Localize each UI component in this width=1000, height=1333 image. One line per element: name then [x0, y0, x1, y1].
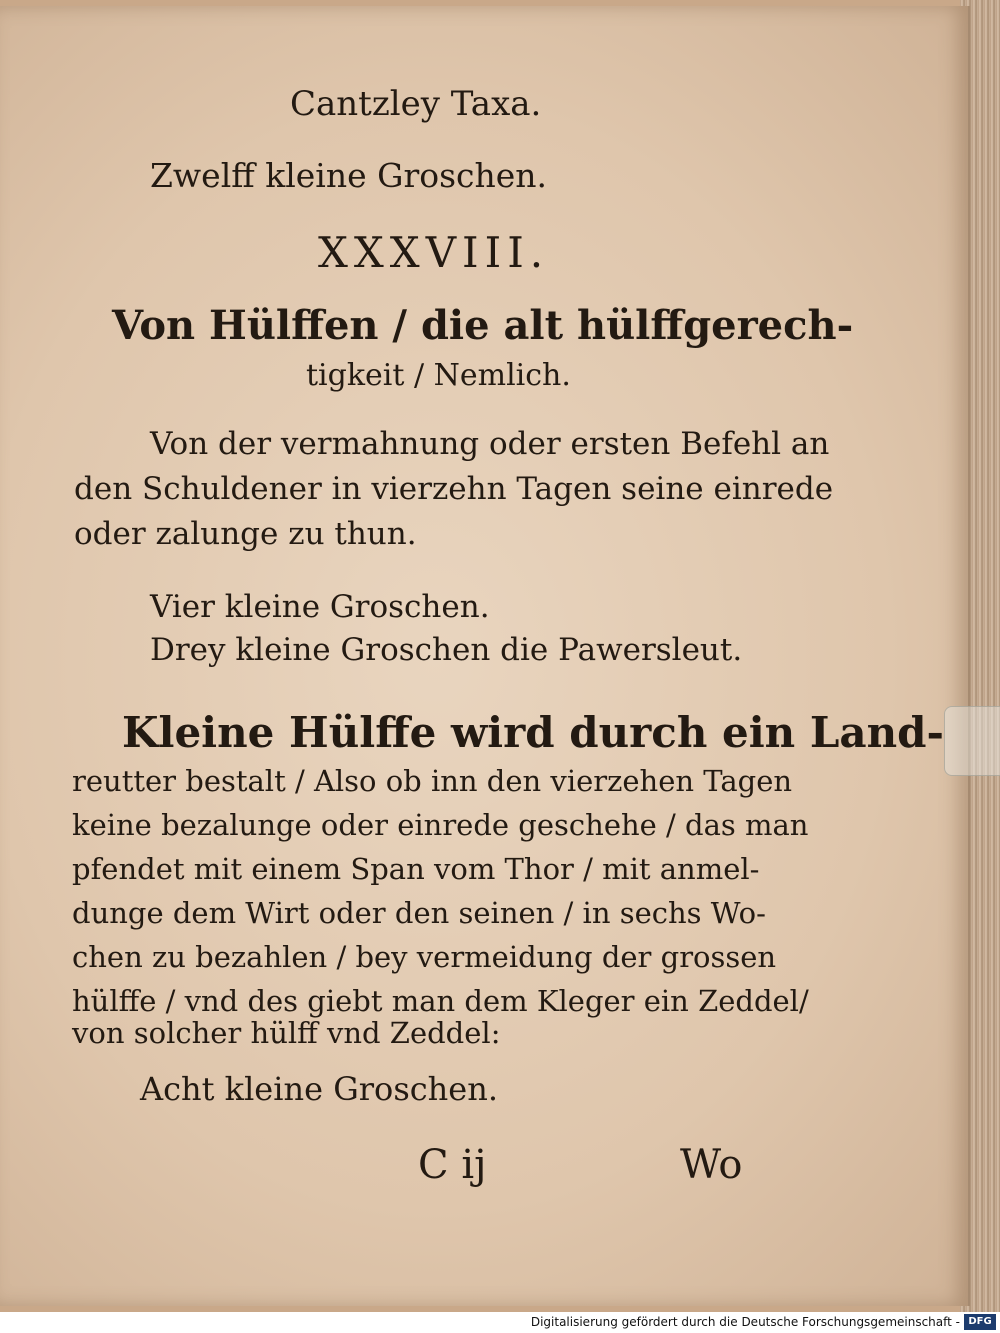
catchword: Wo: [680, 1142, 743, 1188]
paragraph-line: Von der vermahnung oder ersten Befehl an: [150, 426, 830, 462]
dfg-logo: DFG: [964, 1314, 996, 1330]
running-header: Cantzley Taxa.: [290, 84, 542, 124]
paragraph-line: reutter bestalt / Also ob inn den vierzehen Tagen: [72, 764, 793, 798]
paragraph-line: hülffe / vnd des giebt man dem Kleger ein Zeddel/: [72, 984, 809, 1018]
page-text: [0, 6, 968, 1306]
paragraph-line: oder zalunge zu thun.: [74, 516, 417, 552]
section-heading-line-2: tigkeit / Nemlich.: [306, 358, 571, 393]
section-heading-line-1: Von Hülffen / die alt hülffgerech-: [112, 302, 854, 349]
page-surface: [0, 6, 970, 1306]
section-number: XXXVIII.: [318, 228, 550, 277]
paragraph-line: keine bezalunge oder einrede geschehe / das man: [72, 808, 809, 842]
paragraph-line: von solcher hülff vnd Zeddel:: [72, 1016, 501, 1050]
paragraph-line: den Schuldener in vierzehn Tagen seine einrede: [74, 471, 834, 507]
fee-line: Drey kleine Groschen die Pawersleut.: [150, 632, 743, 668]
paragraph-line: pfendet mit einem Span vom Thor / mit anmel-: [72, 852, 760, 886]
subsection-heading: Kleine Hülffe wird durch ein Land-: [122, 708, 944, 757]
fee-line-zwelff: Zwelff kleine Groschen.: [150, 156, 548, 195]
signature-mark: C ij: [418, 1142, 487, 1188]
paragraph-line: dunge dem Wirt oder den seinen / in sechs Wo-: [72, 896, 766, 930]
bookmark-clip: [944, 706, 1000, 776]
fee-line: Acht kleine Groschen.: [140, 1070, 498, 1108]
footer-bar: [0, 1312, 1000, 1333]
paragraph-line: chen zu bezahlen / bey vermeidung der grossen: [72, 940, 777, 974]
fee-line: Vier kleine Groschen.: [150, 589, 490, 625]
funding-notice: Digitalisierung gefördert durch die Deutsche Forschungsgemeinschaft -: [530, 1315, 960, 1329]
